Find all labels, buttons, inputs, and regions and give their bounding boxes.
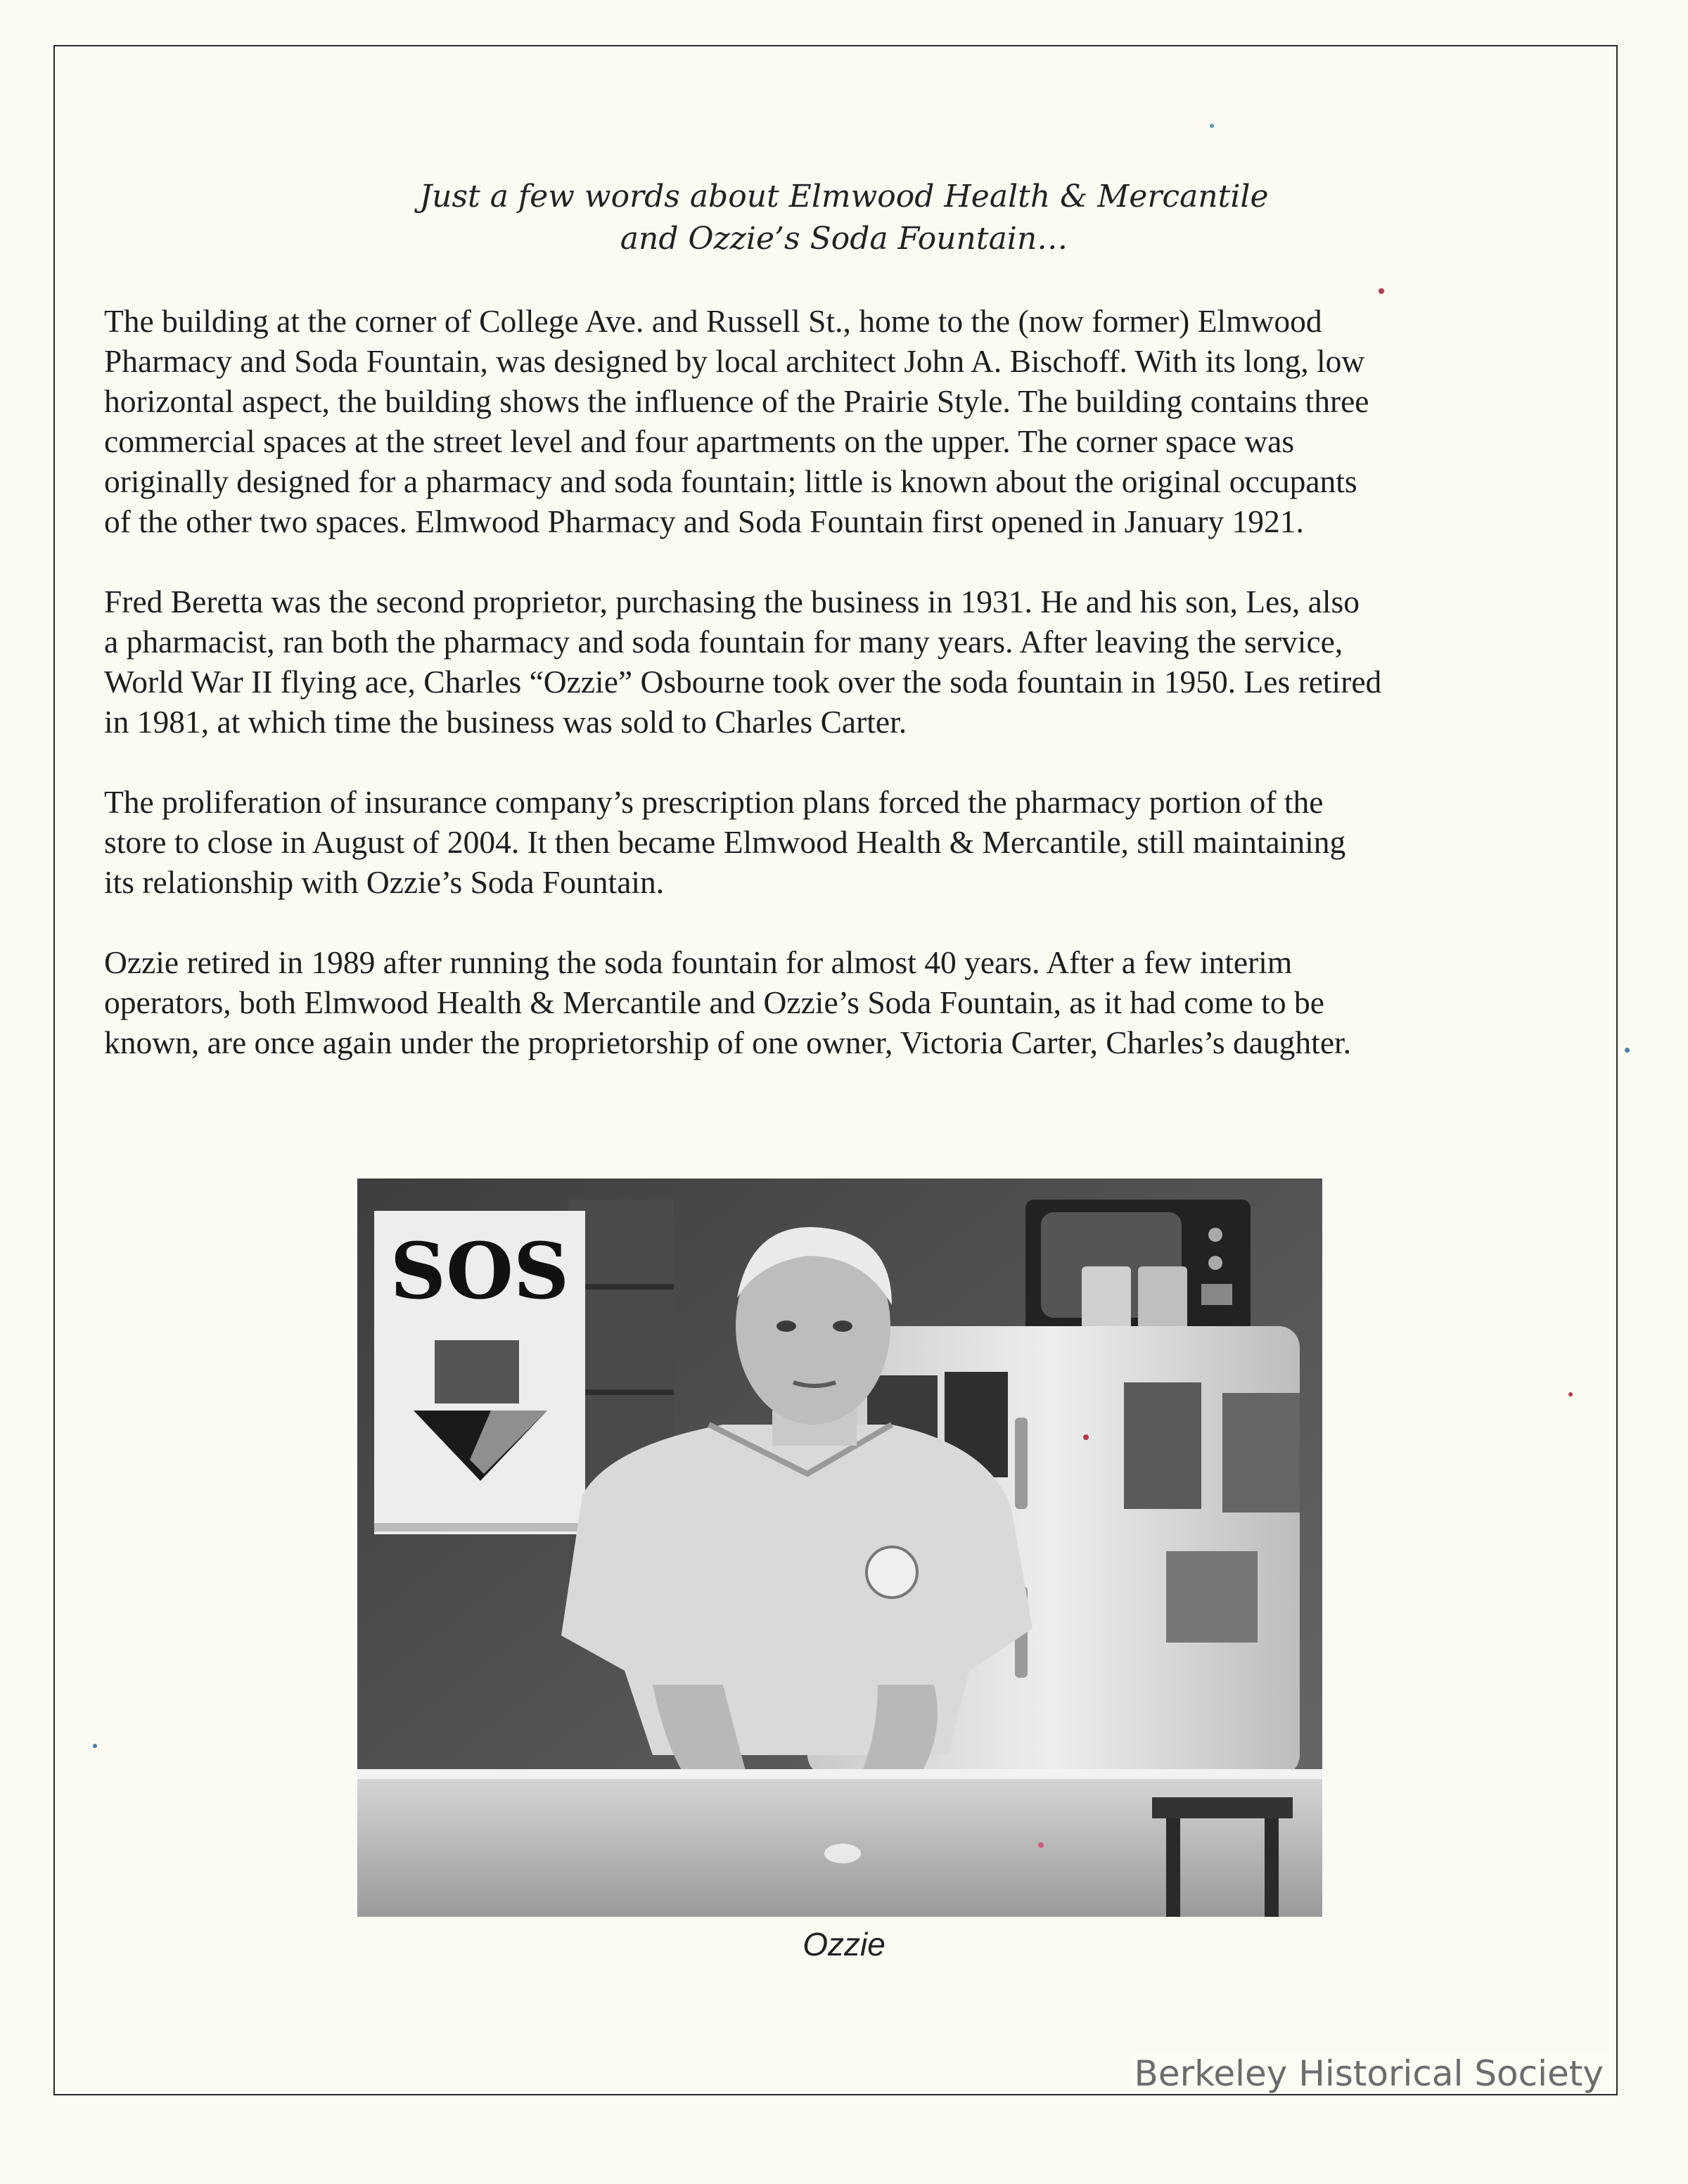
photo-illustration bbox=[357, 1178, 1322, 1917]
text-line: Ozzie retired in 1989 after running the soda fountain for almost 40 years. After a few interim bbox=[104, 944, 1293, 980]
heading-line-1: Just a few words about Elmwood Health & Mercantile bbox=[419, 179, 1269, 214]
sos-sign bbox=[374, 1211, 585, 1534]
page-heading bbox=[0, 176, 1688, 260]
ozzie-photo bbox=[357, 1178, 1322, 1917]
text-line: World War II flying ace, Charles “Ozzie” Osbourne took over the soda fountain in 1950. Les retired bbox=[104, 664, 1382, 700]
heading-line-2: and Ozzie’s Soda Fountain… bbox=[620, 221, 1068, 257]
text-line: in 1981, at which time the business was sold to Charles Carter. bbox=[104, 704, 907, 740]
watermark: Berkeley Historical Society bbox=[1130, 2053, 1608, 2094]
text-line: known, are once again under the proprietorship of one owner, Victoria Carter, Charles’s daughter. bbox=[104, 1024, 1352, 1060]
text-line: originally designed for a pharmacy and soda fountain; little is known about the original occupants bbox=[104, 463, 1357, 499]
text-line: store to close in August of 2004. It then became Elmwood Health & Mercantile, still maintaining bbox=[104, 824, 1346, 860]
paper-speck bbox=[1083, 1434, 1089, 1440]
paragraph-building-history bbox=[104, 301, 1588, 541]
text-line: The proliferation of insurance company’s prescription plans forced the pharmacy portion of the bbox=[104, 784, 1324, 820]
sos-sign-text: SOS bbox=[390, 1226, 570, 1316]
paper-speck bbox=[1210, 124, 1214, 128]
article-body bbox=[104, 301, 1588, 1103]
text-line: a pharmacist, ran both the pharmacy and soda fountain for many years. After leaving the service, bbox=[104, 624, 1343, 660]
text-line: The building at the corner of College Ave. and Russell St., home to the (now former) Elmwood bbox=[104, 303, 1322, 339]
text-line: commercial spaces at the street level and four apartments on the upper. The corner space was bbox=[104, 423, 1295, 459]
text-line: Fred Beretta was the second proprietor, purchasing the business in 1931. He and his son, Les, also bbox=[104, 584, 1360, 619]
text-line: horizontal aspect, the building shows the influence of the Prairie Style. The building contains three bbox=[104, 383, 1369, 419]
paragraph-current-owner bbox=[104, 942, 1588, 1062]
paragraph-proprietors bbox=[104, 582, 1588, 742]
photo-caption: Ozzie bbox=[803, 1926, 885, 1963]
paper-speck bbox=[93, 1744, 97, 1748]
paper-speck bbox=[1379, 288, 1384, 294]
text-line: of the other two spaces. Elmwood Pharmacy and Soda Fountain first opened in January 1921. bbox=[104, 503, 1304, 539]
paper-speck bbox=[1568, 1392, 1573, 1396]
text-line: operators, both Elmwood Health & Mercantile and Ozzie’s Soda Fountain, as it had come to be bbox=[104, 984, 1324, 1020]
paragraph-pharmacy-closing bbox=[104, 782, 1588, 902]
paper-speck bbox=[1038, 1842, 1044, 1848]
paper-speck bbox=[1625, 1048, 1630, 1053]
text-line: its relationship with Ozzie’s Soda Fountain. bbox=[104, 864, 665, 900]
text-line: Pharmacy and Soda Fountain, was designed by local architect John A. Bischoff. With its long, low bbox=[104, 343, 1365, 379]
